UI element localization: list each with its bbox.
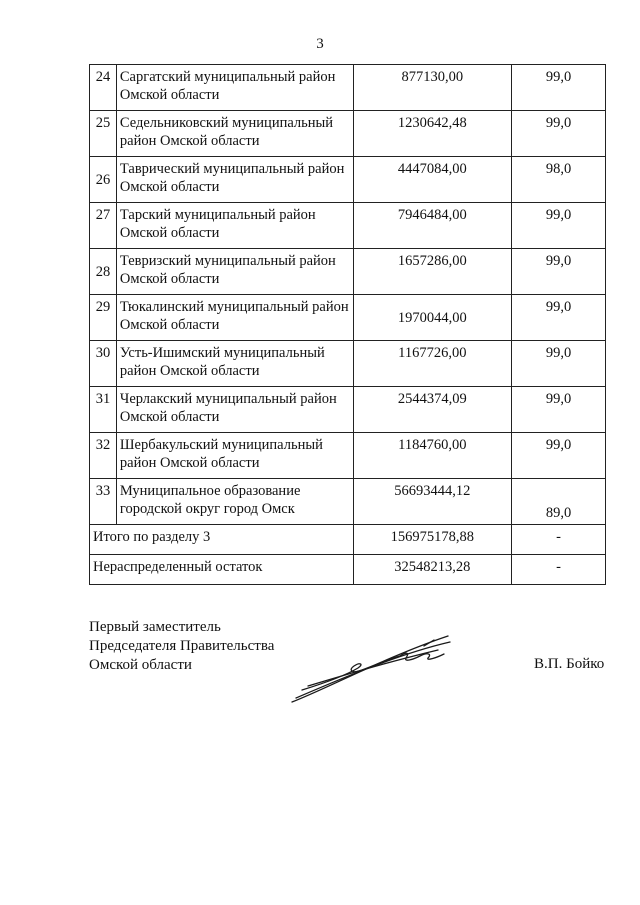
total-label: Итого по разделу 3 bbox=[90, 525, 354, 555]
row-number: 30 bbox=[90, 341, 117, 387]
row-number: 31 bbox=[90, 387, 117, 433]
row-number: 33 bbox=[90, 479, 117, 525]
signer-title-line: Первый заместитель bbox=[89, 619, 221, 635]
municipality-name: Усть-Ишимский муниципальный район Омской области bbox=[116, 341, 353, 387]
table-row bbox=[90, 157, 606, 203]
signer-title-line: Омской области bbox=[89, 657, 192, 673]
municipality-name: Черлакский муниципальный район Омской области bbox=[116, 387, 353, 433]
remainder-label: Нераспределенный остаток bbox=[90, 555, 354, 585]
handwritten-signature-icon bbox=[288, 628, 456, 708]
municipality-name: Тюкалинский муниципальный район Омской области bbox=[116, 295, 353, 341]
percent-cell: 99,0 bbox=[512, 111, 606, 157]
municipality-name: Саргатский муниципальный район Омской области bbox=[116, 65, 353, 111]
amount-cell: 1167726,00 bbox=[353, 341, 512, 387]
municipality-name: Тарский муниципальный район Омской области bbox=[116, 203, 353, 249]
remainder-amount: 32548213,28 bbox=[353, 555, 512, 585]
page-number: 3 bbox=[316, 36, 324, 52]
amount-cell: 1230642,48 bbox=[353, 111, 512, 157]
percent-cell: 99,0 bbox=[512, 65, 606, 111]
table-row bbox=[90, 295, 606, 341]
percent-cell: 89,0 bbox=[512, 479, 606, 525]
municipality-name: Муниципальное образование городской округ город Омск bbox=[116, 479, 353, 525]
percent-cell: 99,0 bbox=[512, 387, 606, 433]
total-row bbox=[90, 525, 606, 555]
amount-cell: 877130,00 bbox=[353, 65, 512, 111]
amount-cell: 1657286,00 bbox=[353, 249, 512, 295]
row-number: 28 bbox=[90, 249, 117, 295]
table-row bbox=[90, 203, 606, 249]
signer-title-line: Председателя Правительства bbox=[89, 638, 275, 654]
signer-name: В.П. Бойко bbox=[534, 656, 605, 672]
percent-cell: 99,0 bbox=[512, 295, 606, 341]
table-row bbox=[90, 341, 606, 387]
percent-cell: 99,0 bbox=[512, 249, 606, 295]
row-number: 29 bbox=[90, 295, 117, 341]
percent-cell: 98,0 bbox=[512, 157, 606, 203]
table-row bbox=[90, 433, 606, 479]
row-number: 26 bbox=[90, 157, 117, 203]
municipality-name: Шербакульский муниципальный район Омской области bbox=[116, 433, 353, 479]
row-number: 27 bbox=[90, 203, 117, 249]
percent-cell: 99,0 bbox=[512, 203, 606, 249]
total-amount: 156975178,88 bbox=[353, 525, 512, 555]
municipality-name: Тевризский муниципальный район Омской области bbox=[116, 249, 353, 295]
allocation-table bbox=[89, 64, 606, 585]
table-row bbox=[90, 65, 606, 111]
amount-cell: 56693444,12 bbox=[353, 479, 512, 525]
amount-cell: 2544374,09 bbox=[353, 387, 512, 433]
percent-cell: 99,0 bbox=[512, 433, 606, 479]
municipality-name: Таврический муниципальный район Омской области bbox=[116, 157, 353, 203]
amount-cell: 7946484,00 bbox=[353, 203, 512, 249]
table-row bbox=[90, 479, 606, 525]
table-row bbox=[90, 249, 606, 295]
amount-cell: 1970044,00 bbox=[353, 295, 512, 341]
table-row bbox=[90, 387, 606, 433]
table-row bbox=[90, 111, 606, 157]
percent-cell: 99,0 bbox=[512, 341, 606, 387]
municipality-name: Седельниковский муниципальный район Омской области bbox=[116, 111, 353, 157]
remainder-percent: - bbox=[512, 555, 606, 585]
row-number: 24 bbox=[90, 65, 117, 111]
row-number: 32 bbox=[90, 433, 117, 479]
remainder-row bbox=[90, 555, 606, 585]
amount-cell: 4447084,00 bbox=[353, 157, 512, 203]
amount-cell: 1184760,00 bbox=[353, 433, 512, 479]
total-percent: - bbox=[512, 525, 606, 555]
signer-title bbox=[89, 618, 274, 675]
row-number: 25 bbox=[90, 111, 117, 157]
